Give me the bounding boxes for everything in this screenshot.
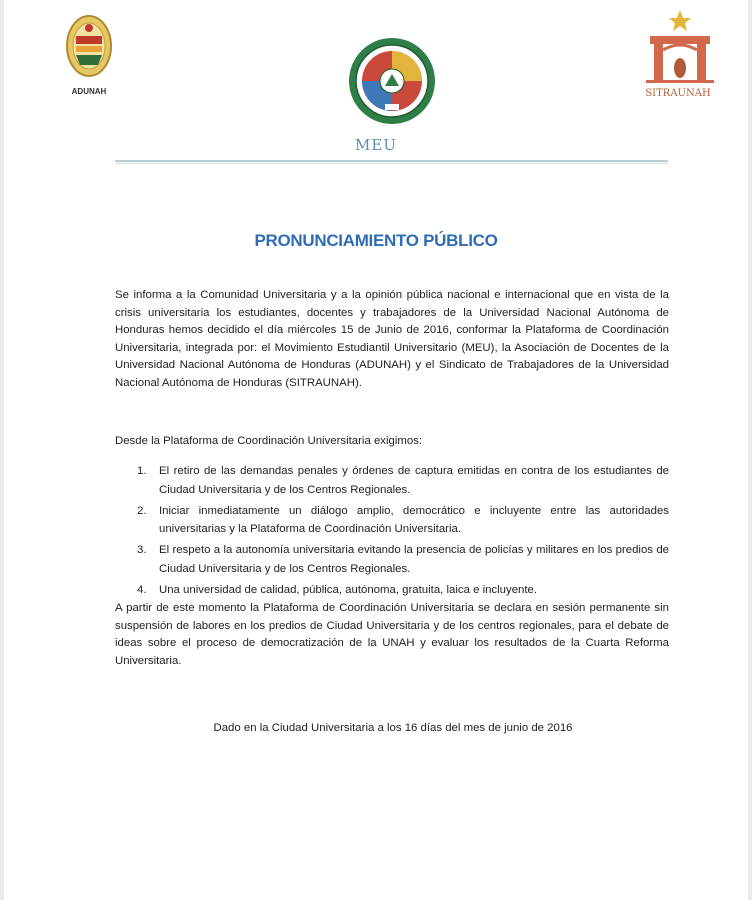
intro-paragraph: Se informa a la Comunidad Universitaria y a la opinión pública nacional e internacional que en vista de la crisis universitaria los estudiantes, docentes y trabajadores de la Universidad Nacional Autónoma de Honduras hemos decidido el día miércoles 15 de Junio de 2016, conformar la Plataforma de Coordinación Universitaria, integrada por: el Movimiento Estudiantil Universitario (MEU), la Asociación de Docentes de la Universidad Nacional Autónoma de Honduras (ADUNAH) y el Sindicato de Trabajadores de la Universidad Nacional Autónoma de Honduras (SITRAUNAH).	[115, 289, 669, 389]
meu-label: MEU	[355, 136, 397, 154]
list-item-number: 1.	[137, 465, 147, 477]
adunah-logo	[62, 8, 116, 104]
list-item	[115, 541, 669, 578]
demands-list	[115, 462, 669, 602]
conclusion-paragraph: A partir de este momento la Plataforma de Coordinación Universitaria se declara en sesión permanente sin suspensión de labores en los predios de Ciudad Universitaria y de los centros regionales, para el debate de ideas sobre el proceso de democratización de la UNAH y evaluar los resultados de la Cuarta Reforma Universitaria.	[115, 602, 669, 667]
meu-seal-logo	[347, 36, 437, 126]
list-item	[115, 462, 669, 499]
demands-intro: Desde la Plataforma de Coordinación Universitaria exigimos:	[115, 435, 423, 447]
list-item-number: 4.	[137, 583, 147, 596]
sitraunah-label: SITRAUNAH	[645, 88, 711, 99]
adunah-logo-text: ADUNAH	[71, 87, 107, 96]
list-item	[115, 581, 669, 600]
list-item-text: El retiro de las demandas penales y órdenes de captura emitidas en contra de los estudiantes de Ciudad Universitaria y de los Centros Regionales.	[159, 465, 669, 496]
closing-line: Dado en la Ciudad Universitaria a los 16 días del mes de junio de 2016	[213, 722, 573, 734]
list-item-text: Iniciar inmediatamente un diálogo amplio, democrático e incluyente entre las autoridades universitarias y la Plataforma de Coordinación Universitaria.	[159, 504, 669, 536]
list-item-number: 2.	[137, 504, 147, 517]
header-divider	[115, 160, 668, 162]
list-item-text: El respeto a la autonomía universitaria evitando la presencia de policías y militares en los predios de Ciudad Universitaria y de los Centros Regionales.	[159, 544, 669, 575]
list-item	[115, 502, 669, 539]
document-title: PRONUNCIAMIENTO PÚBLICO	[254, 231, 498, 250]
header-divider-shadow	[115, 163, 668, 164]
document-page	[4, 0, 748, 900]
list-item-number: 3.	[137, 544, 147, 557]
list-item-text: Una universidad de calidad, pública, autónoma, gratuita, laica e incluyente.	[159, 583, 538, 596]
